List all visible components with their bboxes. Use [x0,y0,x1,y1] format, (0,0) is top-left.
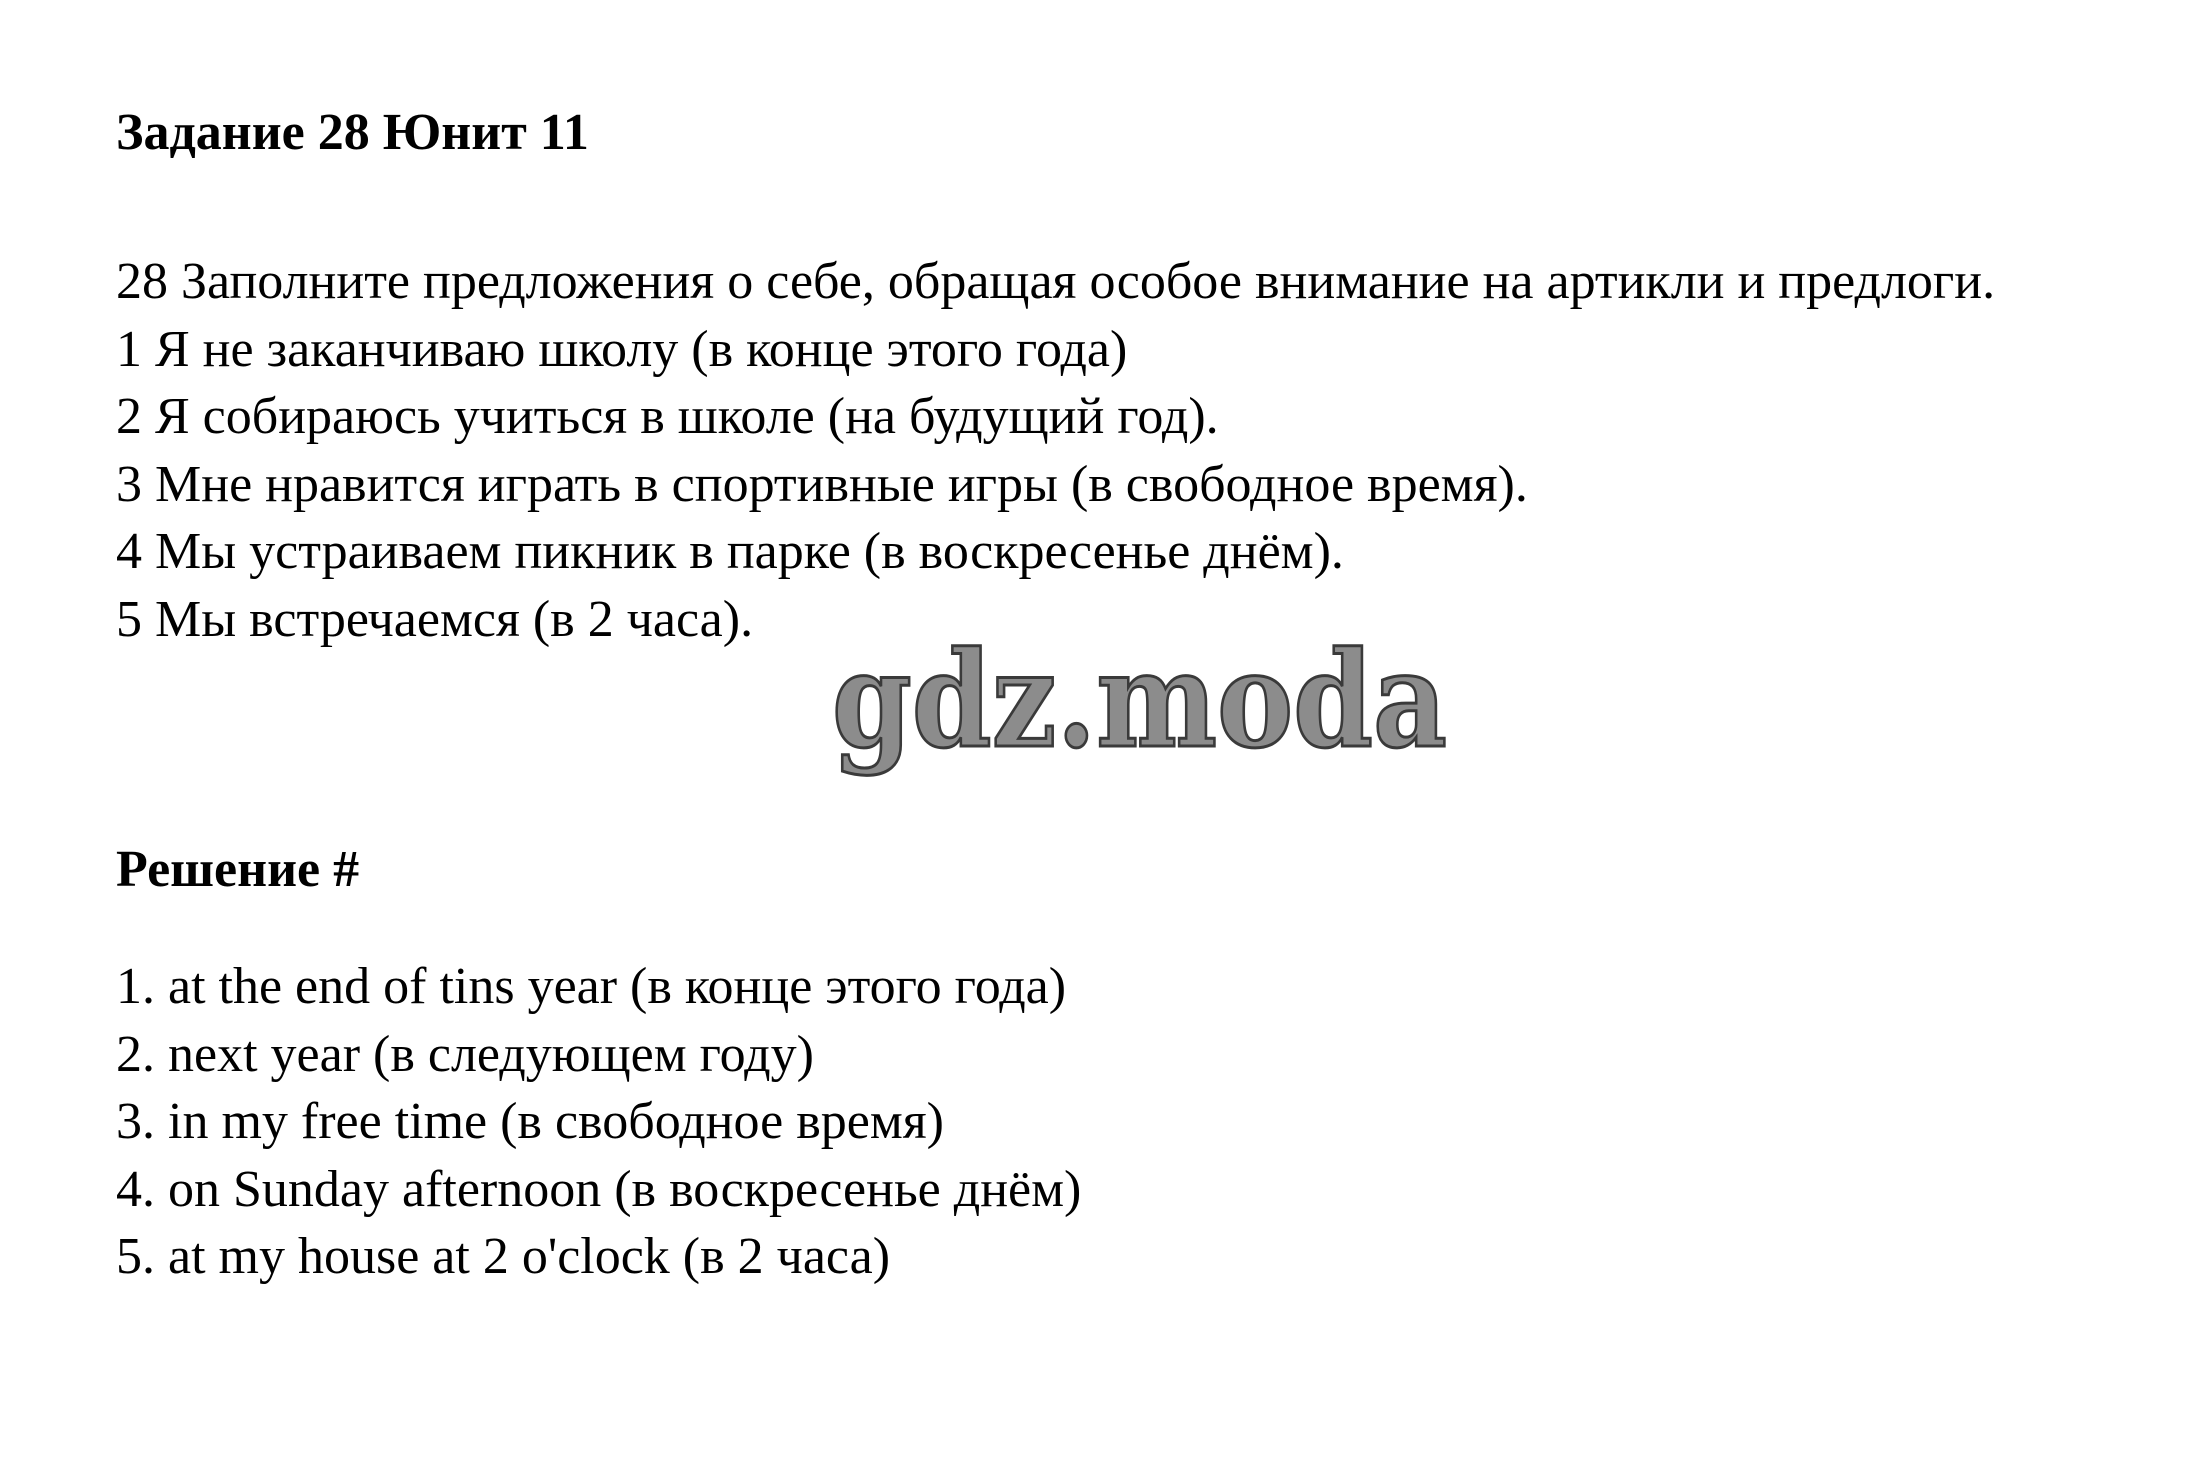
task-block [116,248,2081,653]
watermark-logo [826,623,1456,788]
watermark-text: gdz.moda [832,623,1447,778]
task-instruction: 28 Заполните предложения о себе, обращая особое внимание на артикли и предлоги. [116,253,1996,310]
task-item: 2 Я собираюсь учиться в школе (на будущий год). [116,388,1219,445]
solution-block [116,953,1081,1291]
solution-item: 1. at the end of tins year (в конце этого года) [116,958,1067,1015]
solution-item: 2. next year (в следующем году) [116,1025,814,1083]
solution-item: 5. at my house at 2 o'clock (в 2 часа) [116,1228,891,1285]
task-heading: Задание 28 Юнит 11 [116,104,589,161]
solution-item: 4. on Sunday afternoon (в воскресенье днём) [116,1160,1082,1218]
task-item: 3 Мне нравится играть в спортивные игры (в свободное время). [116,455,1528,513]
task-item: 1 Я не заканчиваю школу (в конце этого года) [116,320,1128,378]
solution-item: 3. in my free time (в свободное время) [116,1093,944,1150]
solution-heading: Решение # [116,841,360,898]
task-item: 5 Мы встречаемся (в 2 часа). [116,590,754,648]
task-item: 4 Мы устраиваем пикник в парке (в воскресенье днём). [116,523,1344,580]
